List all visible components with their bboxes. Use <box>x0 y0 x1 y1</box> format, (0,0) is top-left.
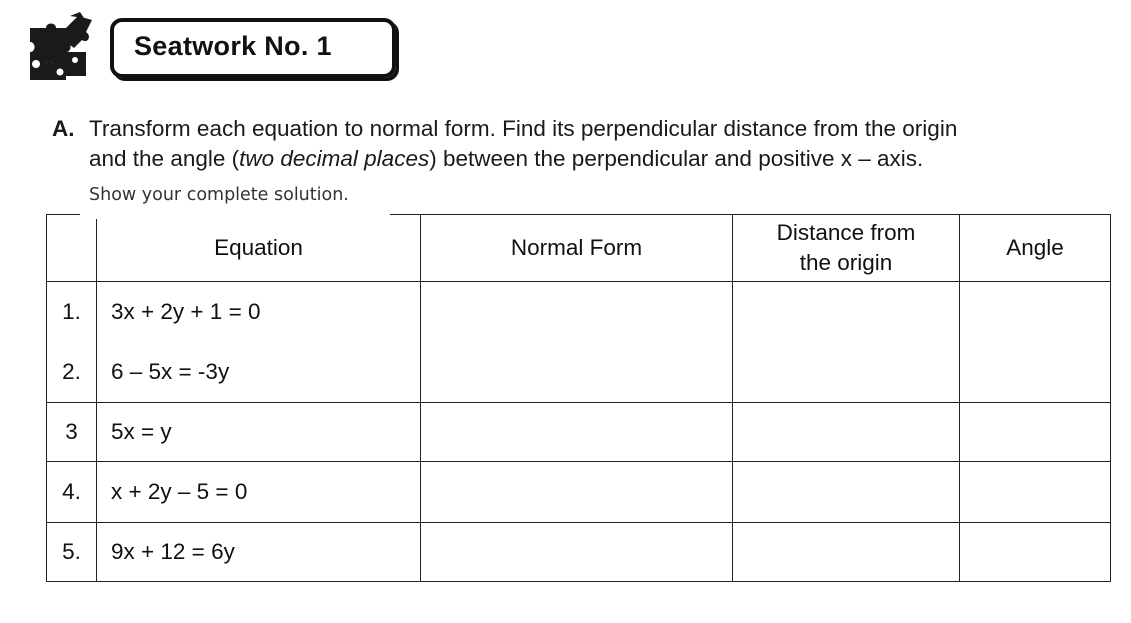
instruction-label: A. <box>52 116 75 141</box>
normal-form-cell[interactable] <box>421 462 733 523</box>
row-number: 5. <box>47 523 97 582</box>
table-row <box>47 462 1111 523</box>
header-angle: Angle <box>960 215 1111 282</box>
angle-cell[interactable] <box>960 403 1111 462</box>
normal-form-cell[interactable] <box>421 523 733 582</box>
equation-4: x + 2y – 5 = 0 <box>97 462 421 523</box>
equation-3: 5x = y <box>97 403 421 462</box>
normal-form-cell[interactable] <box>421 282 733 403</box>
worksheet-table <box>46 214 1111 582</box>
distance-cell[interactable] <box>733 403 960 462</box>
instruction-emphasis: two decimal places <box>239 146 430 171</box>
angle-cell[interactable] <box>960 462 1111 523</box>
angle-cell[interactable] <box>960 523 1111 582</box>
row-number: 3 <box>47 403 97 462</box>
page-title: Seatwork No. 1 <box>134 31 332 61</box>
equation-2: 6 – 5x = -3y <box>111 359 230 384</box>
header-equation: Equation <box>97 215 421 282</box>
header-row <box>47 215 1111 282</box>
instruction-line-3: Show your complete solution. <box>89 185 353 205</box>
table-row <box>47 523 1111 582</box>
puzzle-icon <box>26 12 100 80</box>
header-normal-form: Normal Form <box>421 215 733 282</box>
equation-5: 9x + 12 = 6y <box>97 523 421 582</box>
header-number <box>47 215 97 282</box>
table-row <box>47 403 1111 462</box>
header-mask <box>80 205 390 219</box>
equation-cell <box>97 282 421 403</box>
instruction-line-1: Transform each equation to normal form. Find its perpendicular distance from the origin <box>89 116 958 141</box>
distance-cell[interactable] <box>733 462 960 523</box>
normal-form-cell[interactable] <box>421 403 733 462</box>
distance-cell[interactable] <box>733 523 960 582</box>
equation-1: 3x + 2y + 1 = 0 <box>111 299 261 324</box>
row-number: 4. <box>47 462 97 523</box>
table-row <box>47 282 1111 403</box>
angle-cell[interactable] <box>960 282 1111 403</box>
header-distance: Distance from the origin <box>733 215 960 282</box>
distance-cell[interactable] <box>733 282 960 403</box>
title-box <box>110 18 396 78</box>
instruction-line-2: and the angle (two decimal places) between the perpendicular and positive x – axis. <box>89 146 924 171</box>
row-number: 1. 2. <box>47 282 97 403</box>
